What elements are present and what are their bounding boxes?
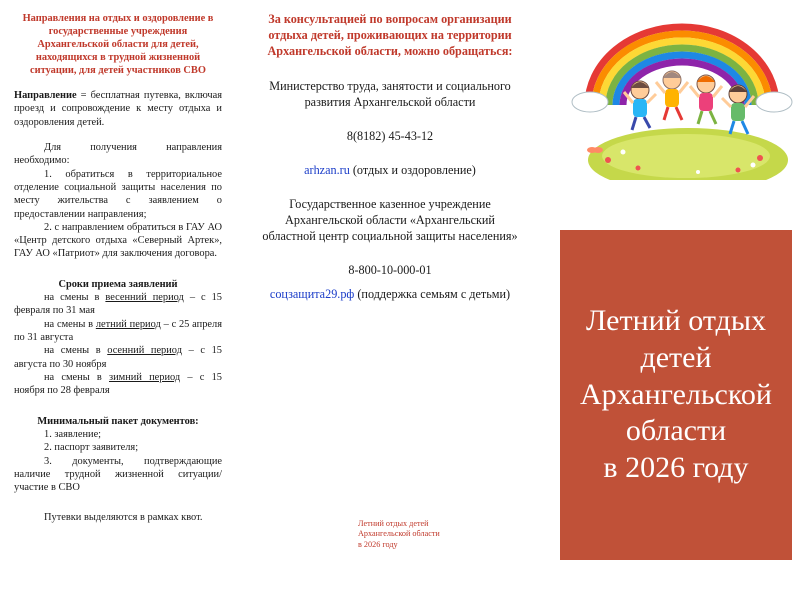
footer-line: Архангельской области [358,529,440,539]
title-line: Архангельской [580,377,772,411]
title-line: Летний отдых [586,303,766,337]
docs-heading: Минимальный пакет документов: [37,415,199,427]
period-name: весенний период [105,292,184,304]
period-prefix: на смены в [44,292,106,304]
ministry-link[interactable]: arhzan.ru [304,162,350,177]
ministry-link-note: (отдых и оздоровление) [349,162,476,177]
direction-label: Направление [14,90,77,101]
consultation-heading: За консультацией по вопросам организации отдыха детей, проживающих на территории Архангельской области, можно обращаться: [267,12,513,58]
period-name: осенний период [107,345,182,357]
ministry-website [262,162,518,178]
left-heading: Направления на отдых и оздоровление в государственные учреждения Архангельской области для детей, находящихся в трудной жизненной ситуации, для детей участников СВО [22,13,214,76]
period-name: летний период [95,318,161,330]
period-prefix: на смены в [44,345,108,357]
ministry-name: Министерство труда, занятости и социального развития Архангельской области [269,78,511,109]
institution-website [262,286,518,302]
step-2: 2. с направлением обратиться в ГАУ АО «Центр детского отдыха «Северный Артек», ГАУ АО «Патриот» для заключения договора. [14,221,222,260]
title-line: детей [640,340,712,374]
period-item [14,291,222,318]
period-dates: – с 15 февраля по 31 мая [14,292,222,317]
needed-intro: Для получения направления необходимо: [14,141,222,167]
middle-panel [262,0,518,600]
quota-note: Путевки выделяются в рамках квот. [44,512,203,524]
footer-line: Летний отдых детей [358,519,429,528]
title-banner [560,230,792,560]
ministry-phone: 8(8182) 45-43-12 [346,128,434,143]
period-item [14,318,222,345]
period-dates: – с 25 апреля по 31 августа [14,318,222,343]
period-dates: – с 15 августа по 30 ноября [14,345,222,370]
right-panel [540,0,800,600]
leaflet-title [580,303,772,487]
period-item [14,344,222,371]
doc-item: 3. документы, подтверждающие наличие трудной жизненной ситуации/ участие в СВО [14,455,222,494]
period-prefix: на смены в [44,371,109,383]
title-line: в 2026 году [603,451,749,485]
title-line: области [625,414,727,448]
direction-paragraph [14,89,222,129]
institution-name: Государственное казенное учреждение Архангельской области «Архангельский областной центр социальной защиты населения» [262,196,518,244]
doc-item: 1. заявление; [44,428,102,440]
left-panel [14,0,222,600]
children-under-rainbow-illustration [568,10,796,180]
doc-item: 2. паспорт заявителя; [44,442,139,454]
step-1: 1. обратиться в территориальное отделение социальной защиты населения по месту жительства с заявлением о предоставлении направления; [14,168,222,220]
periods-heading: Сроки приема заявлений [58,278,178,290]
period-name: зимний период [109,371,181,383]
period-dates: – с 15 ноября по 28 февраля [14,371,222,397]
institution-link-note: (поддержка семьям с детьми) [354,287,511,302]
institution-link[interactable]: соцзащита29.рф [269,287,355,302]
footer-note [358,519,440,550]
institution-phone: 8-800-10-000-01 [348,263,432,278]
period-prefix: на смены в [44,318,96,330]
direction-text: = бесплатная путевка, включая проезд и сопровождение к месту отдыха и оздоровления детей. [14,90,222,128]
footer-line: в 2026 году [358,539,398,549]
period-item [14,371,222,398]
